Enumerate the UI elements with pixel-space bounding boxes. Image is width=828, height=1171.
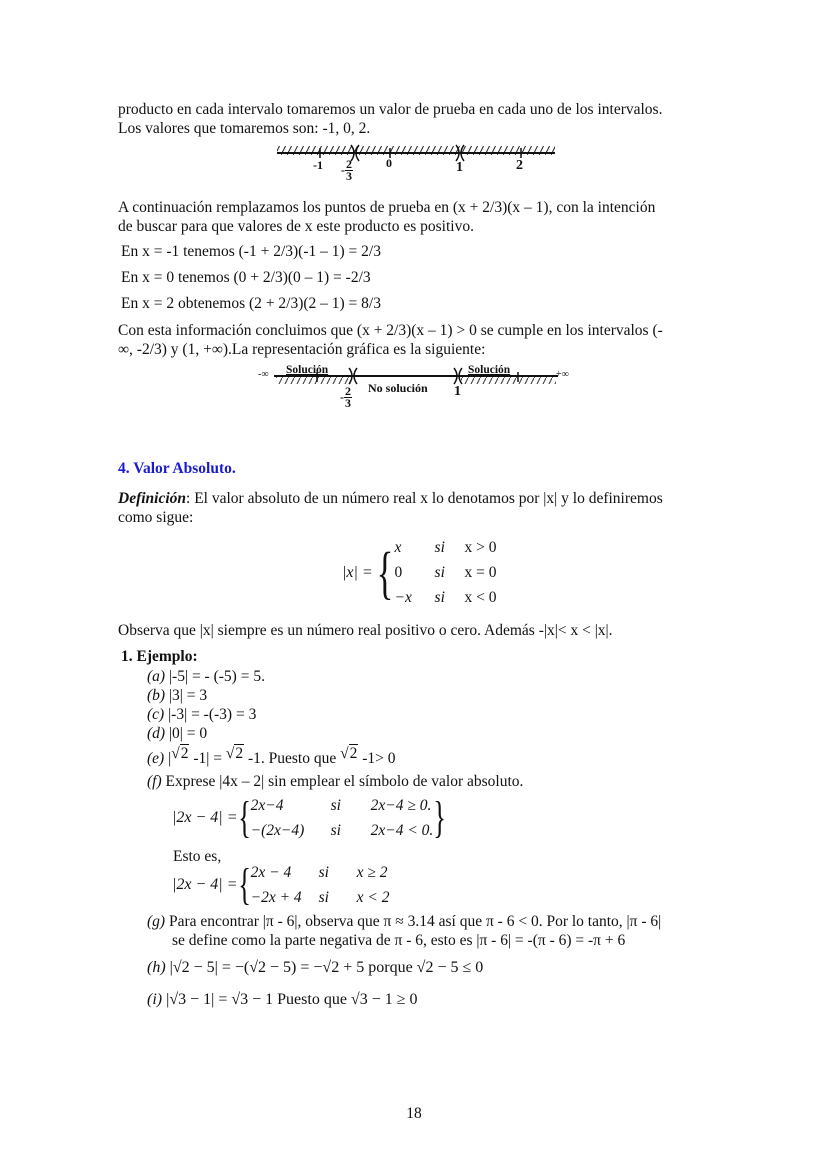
example-title: 1. Ejemplo: [121, 648, 198, 665]
paragraph-line: Observa que |x| siempre es un número real positivo o cero. Además -|x|< x < |x|. [118, 622, 613, 639]
example-item-d: (d) |0| = 0 [147, 725, 208, 742]
fraction-label: - $\frac{2}{3}$ [341, 157, 352, 183]
pos-infinity-label: +∞ [556, 369, 569, 380]
example-item-b: (b) |3| = 3 [147, 687, 208, 704]
definition-label: Definición [118, 490, 187, 507]
left-brace: { [376, 540, 393, 605]
example-item-f: (f) Exprese |4x – 2| sin emplear el símbolo de valor absoluto. [147, 773, 524, 790]
example-item-c: (c) |-3| = -(-3) = 3 [147, 706, 257, 723]
esto-es-line: Esto es, [173, 848, 222, 865]
abs-value-definition: |x| = { x si x > 0 0 si x = 0 −x si x < 0 [342, 533, 497, 613]
evaluation-line: En x = -1 tenemos (-1 + 2/3)(-1 – 1) = 2/3 [121, 243, 381, 260]
example-item-g-cont: se define como la parte negativa de π - 6, esto es |π - 6| = -(π - 6) = -π + 6 [172, 932, 626, 949]
paragraph-line: producto en cada intervalo tomaremos un valor de prueba en cada uno de los intervalos. [118, 101, 663, 118]
example-item-a: (a) |-5| = - (-5) = 5. [147, 668, 265, 685]
paragraph-line: ∞, -2/3) y (1, +∞).La representación gráfica es la siguiente: [118, 341, 486, 358]
page-number: 18 [406, 1105, 422, 1122]
piecewise-2x-4-second: |2x − 4| = { 2x − 4 si x ≥ 2 −2x + 4 si x < 2 [172, 860, 390, 909]
paragraph-line: A continuación remplazamos los puntos de prueba en (x + 2/3)(x – 1), con la intención [118, 199, 656, 216]
paragraph-line: Los valores que tomaremos son: -1, 0, 2. [118, 120, 371, 137]
no-solution-label: No solución [368, 381, 428, 395]
solution-right-label: Solución [468, 364, 511, 376]
case-row: −2x + 4 si x < 2 [250, 888, 390, 906]
evaluation-line: En x = 0 tenemos (0 + 2/3)(0 – 1) = -2/3 [121, 269, 371, 286]
number-line-solution [258, 366, 572, 422]
case-row: 2x−4 si 2x−4 ≥ 0. [250, 796, 432, 814]
example-item-h: (h) |√2 − 5| = −(√2 − 5) = −√2 + 5 porque √2 − 5 ≤ 0 [147, 959, 484, 976]
paragraph-line: Con esta información concluimos que (x + 2/3)(x – 1) > 0 se cumple en los intervalos (- [118, 322, 663, 339]
case-row: 0 si x = 0 [394, 564, 497, 581]
example-item-i: (i) |√3 − 1| = √3 − 1 Puesto que √3 − 1 ≥ 0 [147, 991, 418, 1008]
case-row: 2x − 4 si x ≥ 2 [250, 863, 388, 881]
section-heading: 4. Valor Absoluto. [118, 460, 236, 477]
left-brace: { [237, 860, 251, 909]
tick-label: -1 [313, 158, 323, 172]
definition-line: Definición: El valor absoluto de un número real x lo denotamos por |x| y lo definiremos [118, 490, 663, 507]
paragraph-line: de buscar para que valores de x este producto es positivo. [118, 218, 474, 235]
example-item-g: (g) Para encontrar |π - 6|, observa que π ≈ 3.14 así que π - 6 < 0. Por lo tanto, |π - 6| [147, 913, 662, 930]
example-item-e: (e) |√2 -1| = √2 -1. Puesto que √2 -1> 0 [147, 745, 396, 767]
case-row: −(2x−4) si 2x−4 < 0. [250, 821, 434, 839]
tick-label: 2 [516, 158, 523, 173]
tick-label: 1 [454, 384, 461, 399]
neg-infinity-label: -∞ [258, 369, 269, 380]
paragraph-line: como sigue: [118, 509, 194, 526]
left-brace: { [237, 793, 251, 842]
right-brace: } [433, 793, 447, 842]
evaluation-line: En x = 2 obtenemos (2 + 2/3)(2 – 1) = 8/3 [121, 295, 381, 312]
number-line-test-points [275, 143, 557, 195]
sqrt-symbol: √2 [225, 745, 244, 762]
solution-left-label: Solución [286, 364, 329, 376]
sqrt-symbol: √2 [340, 745, 358, 762]
sqrt-symbol: √2 [171, 745, 189, 762]
cases [395, 536, 497, 611]
piecewise-2x-4-first: |2x − 4| = { 2x−4 si 2x−4 ≥ 0. −(2x−4) si 2x−4 < 0. } [172, 793, 447, 842]
case-row: −x si x < 0 [394, 589, 497, 606]
tick-label: 1 [456, 160, 463, 175]
fraction-label: - $\frac{2}{3}$ [340, 384, 351, 410]
case-row: x si x > 0 [394, 539, 497, 556]
tick-label: 0 [386, 156, 392, 170]
